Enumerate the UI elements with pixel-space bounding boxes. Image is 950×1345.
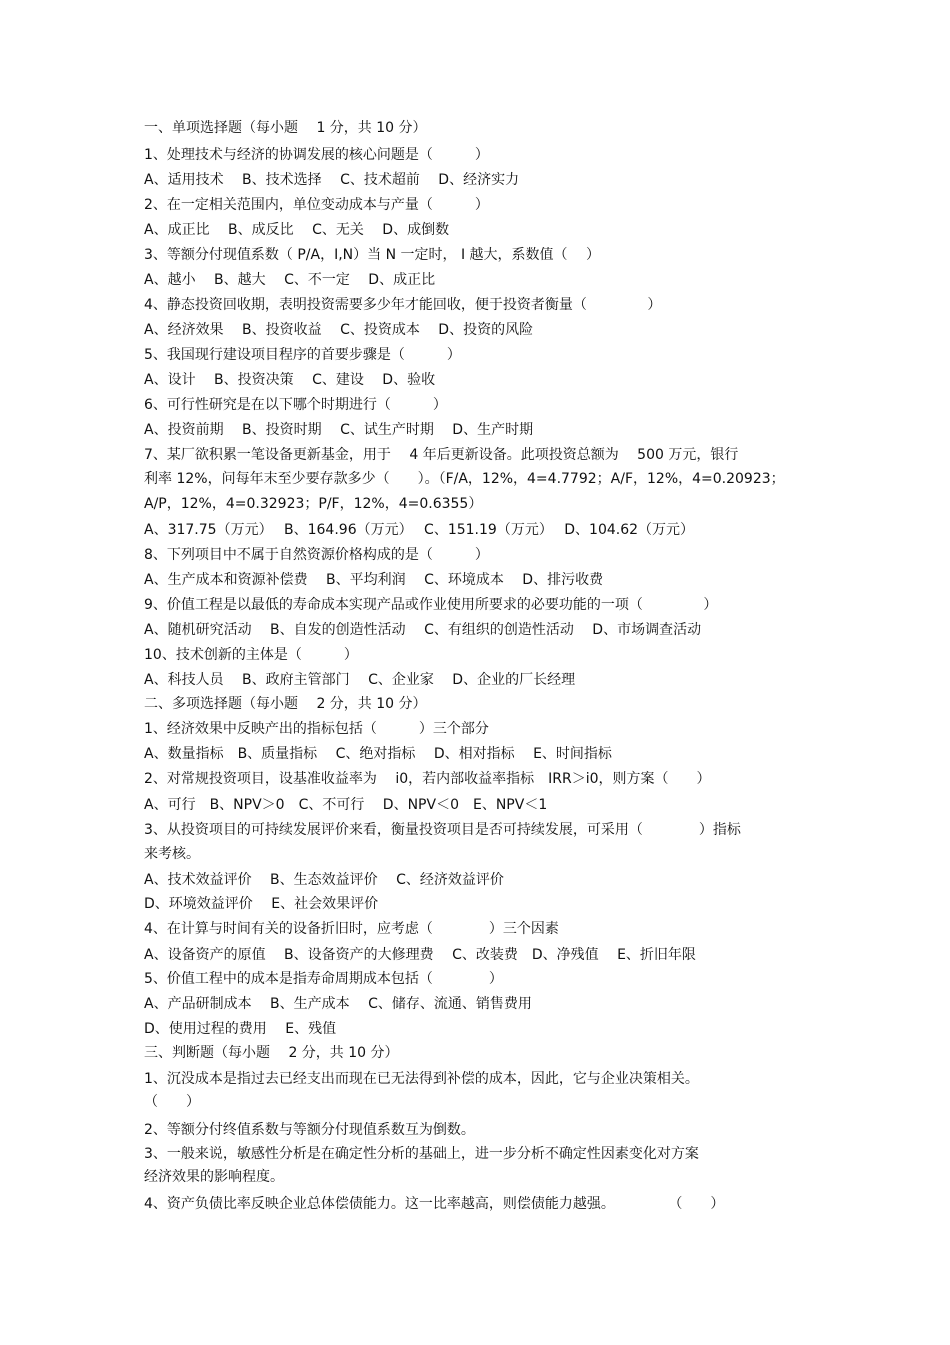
- section-heading: 一、单项选择题（每小题 1 分，共 10 分）: [144, 120, 427, 136]
- question-text: 3、从投资项目的可持续发展评价来看，衡量投资项目是否可持续发展，可采用（ ）指标: [144, 822, 741, 838]
- answer-options: A、设计 B、投资决策 C、建设 D、验收: [144, 372, 436, 388]
- answer-options: A、产品研制成本 B、生产成本 C、储存、流通、销售费用: [144, 996, 532, 1012]
- answer-options: A、数量指标 B、质量指标 C、绝对指标 D、相对指标 E、时间指标: [144, 746, 612, 762]
- question-text: 4、资产负债比率反映企业总体偿债能力。这一比率越高，则偿债能力越强。 （ ）: [144, 1196, 725, 1212]
- question-text: 3、等额分付现值系数（ P/A，I,N）当 N 一定时， I 越大，系数值（ ）: [144, 247, 600, 263]
- question-text-continued: 经济效果的影响程度。: [144, 1169, 284, 1185]
- answer-options: A、技术效益评价 B、生态效益评价 C、经济效益评价: [144, 872, 504, 888]
- answer-options: D、使用过程的费用 E、残值: [144, 1021, 337, 1037]
- answer-options: A、可行 B、NPV＞0 C、不可行 D、NPV＜0 E、NPV＜1: [144, 797, 548, 813]
- question-text: 4、静态投资回收期，表明投资需要多少年才能回收，便于投资者衡量（ ）: [144, 297, 662, 313]
- question-text: 8、下列项目中不属于自然资源价格构成的是（ ）: [144, 547, 489, 563]
- question-text: 4、在计算与时间有关的设备折旧时，应考虑（ ）三个因素: [144, 921, 559, 937]
- question-text: 1、处理技术与经济的协调发展的核心问题是（ ）: [144, 147, 489, 163]
- answer-options: A、经济效果 B、投资收益 C、投资成本 D、投资的风险: [144, 322, 534, 338]
- question-text: 7、某厂欲积累一笔设备更新基金，用于 4 年后更新设备。此项投资总额为 500 万元，银行: [144, 447, 739, 463]
- section-heading: 二、多项选择题（每小题 2 分，共 10 分）: [144, 696, 427, 712]
- question-text-continued: A/P，12%，4=0.32923；P/F，12%，4=0.6355）: [144, 496, 483, 512]
- question-text: 5、价值工程中的成本是指寿命周期成本包括（ ）: [144, 971, 503, 987]
- answer-options: A、317.75（万元） B、164.96（万元） C、151.19（万元） D、104.62（万元）: [144, 522, 695, 538]
- answer-options: A、成正比 B、成反比 C、无关 D、成倒数: [144, 222, 450, 238]
- question-text: 2、等额分付终值系数与等额分付现值系数互为倒数。: [144, 1122, 475, 1138]
- question-text: 3、一般来说，敏感性分析是在确定性分析的基础上，进一步分析不确定性因素变化对方案: [144, 1146, 699, 1162]
- answer-options: D、环境效益评价 E、社会效果评价: [144, 896, 379, 912]
- question-text-continued: 来考核。: [144, 846, 200, 862]
- question-text: 2、在一定相关范围内，单位变动成本与产量（ ）: [144, 197, 489, 213]
- answer-options: A、科技人员 B、政府主管部门 C、企业家 D、企业的厂长经理: [144, 672, 576, 688]
- answer-options: A、设备资产的原值 B、设备资产的大修理费 C、改装费 D、净残值 E、折旧年限: [144, 947, 696, 963]
- answer-bracket: （ ）: [144, 1094, 200, 1110]
- answer-options: A、适用技术 B、技术选择 C、技术超前 D、经济实力: [144, 172, 520, 188]
- answer-options: A、越小 B、越大 C、不一定 D、成正比: [144, 272, 436, 288]
- question-text: 1、经济效果中反映产出的指标包括（ ）三个部分: [144, 721, 489, 737]
- answer-options: A、生产成本和资源补偿费 B、平均利润 C、环境成本 D、排污收费: [144, 572, 604, 588]
- question-text: 9、价值工程是以最低的寿命成本实现产品或作业使用所要求的必要功能的一项（ ）: [144, 597, 718, 613]
- section-heading: 三、判断题（每小题 2 分，共 10 分）: [144, 1045, 399, 1061]
- question-text-continued: 利率 12%，问每年末至少要存款多少（ ）。（F/A，12%，4=4.7792；A/F，12%，4=0.20923；: [144, 471, 785, 487]
- question-text: 10、技术创新的主体是（ ）: [144, 647, 358, 663]
- question-text: 5、我国现行建设项目程序的首要步骤是（ ）: [144, 347, 461, 363]
- answer-options: A、随机研究活动 B、自发的创造性活动 C、有组织的创造性活动 D、市场调查活动: [144, 622, 702, 638]
- answer-options: A、投资前期 B、投资时期 C、试生产时期 D、生产时期: [144, 422, 534, 438]
- question-text: 1、沉没成本是指过去已经支出而现在已无法得到补偿的成本，因此，它与企业决策相关。: [144, 1071, 699, 1087]
- question-text: 6、可行性研究是在以下哪个时期进行（ ）: [144, 397, 447, 413]
- question-text: 2、对常规投资项目，设基准收益率为 i0，若内部收益率指标 IRR＞i0，则方案（ ）: [144, 771, 711, 787]
